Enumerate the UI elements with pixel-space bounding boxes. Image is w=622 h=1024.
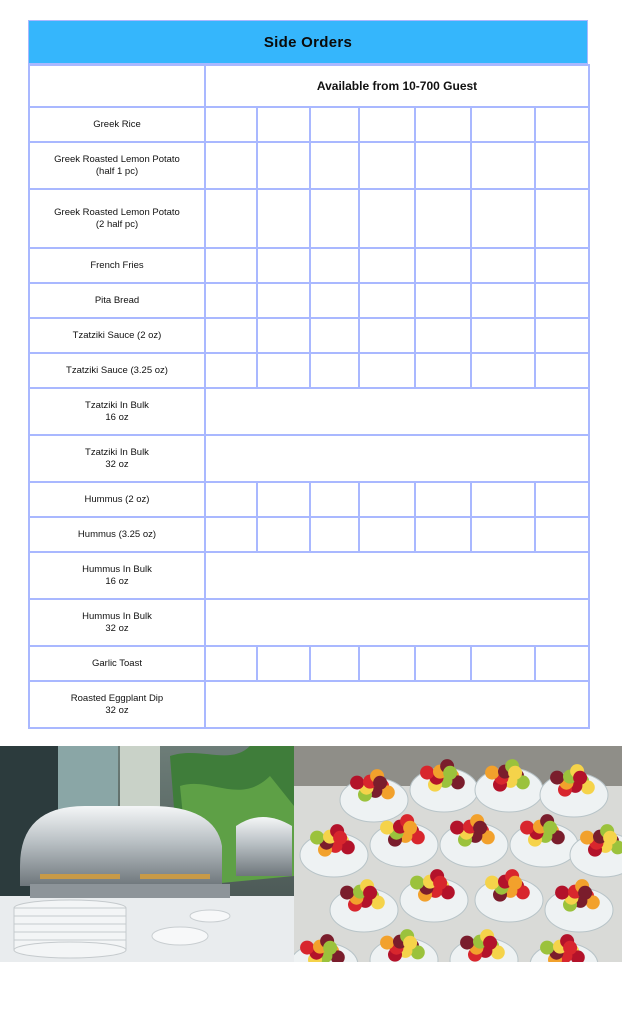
fruit-piece bbox=[483, 936, 497, 950]
item-label-line: 32 oz bbox=[105, 704, 129, 716]
table-row bbox=[29, 353, 589, 388]
item-label-line: Greek Rice bbox=[93, 118, 141, 130]
fruit-piece bbox=[485, 876, 499, 890]
table-row bbox=[29, 388, 589, 435]
merged-empty-cell bbox=[205, 388, 589, 435]
empty-cell bbox=[310, 283, 359, 318]
fruit-piece bbox=[350, 776, 364, 790]
empty-cell bbox=[257, 283, 310, 318]
empty-cell bbox=[205, 283, 257, 318]
fruit-piece bbox=[433, 876, 447, 890]
merged-empty-cell bbox=[205, 681, 589, 728]
empty-cell bbox=[359, 318, 415, 353]
empty-cell bbox=[205, 318, 257, 353]
empty-cell bbox=[257, 142, 310, 189]
empty-cell bbox=[535, 646, 589, 681]
merged-empty-cell bbox=[205, 599, 589, 646]
empty-cell bbox=[535, 482, 589, 517]
empty-cell bbox=[535, 107, 589, 142]
fruit-piece bbox=[555, 886, 569, 900]
fruit-piece bbox=[443, 766, 457, 780]
item-label-line: 16 oz bbox=[105, 411, 129, 423]
empty-cell bbox=[415, 318, 471, 353]
empty-cell bbox=[415, 482, 471, 517]
table-row bbox=[29, 318, 589, 353]
fruit-cups-photo bbox=[294, 746, 622, 962]
item-label-line: Tzatziki Sauce (3.25 oz) bbox=[66, 364, 168, 376]
empty-cell bbox=[535, 517, 589, 552]
item-label-line: Pita Bread bbox=[94, 294, 140, 306]
item-label bbox=[29, 318, 205, 353]
side-orders-sheet bbox=[28, 20, 588, 729]
item-label-line: Greek Roasted Lemon Potato bbox=[54, 206, 180, 218]
table-row bbox=[29, 107, 589, 142]
table-row bbox=[29, 681, 589, 728]
empty-cell bbox=[310, 482, 359, 517]
fruit-piece bbox=[543, 821, 557, 835]
item-label bbox=[29, 388, 205, 435]
empty-cell bbox=[257, 646, 310, 681]
item-label-line: Tzatziki Sauce (2 oz) bbox=[72, 329, 162, 341]
fruit-piece bbox=[460, 936, 474, 950]
item-label-line: Greek Roasted Lemon Potato bbox=[54, 153, 180, 165]
page-title: Side Orders bbox=[28, 20, 588, 64]
item-label-line: (half 1 pc) bbox=[95, 165, 139, 177]
fruit-piece bbox=[473, 821, 487, 835]
table-row bbox=[29, 248, 589, 283]
side-orders-table bbox=[28, 64, 590, 729]
empty-cell bbox=[257, 353, 310, 388]
item-label-line: 32 oz bbox=[105, 458, 129, 470]
merged-empty-cell bbox=[205, 435, 589, 482]
empty-cell bbox=[310, 248, 359, 283]
empty-cell bbox=[359, 142, 415, 189]
item-label-line: 32 oz bbox=[105, 622, 129, 634]
empty-cell bbox=[257, 107, 310, 142]
empty-cell bbox=[471, 353, 535, 388]
empty-cell bbox=[359, 107, 415, 142]
fruit-piece bbox=[563, 941, 577, 955]
empty-cell bbox=[359, 517, 415, 552]
table-row bbox=[29, 189, 589, 248]
empty-cell bbox=[471, 189, 535, 248]
fruit-piece bbox=[403, 936, 417, 950]
empty-cell bbox=[205, 248, 257, 283]
fruit-piece bbox=[340, 886, 354, 900]
fruit-piece bbox=[508, 876, 522, 890]
fruit-piece bbox=[410, 876, 424, 890]
fruit-piece bbox=[450, 821, 464, 835]
item-label bbox=[29, 283, 205, 318]
empty-cell bbox=[310, 142, 359, 189]
item-label bbox=[29, 646, 205, 681]
empty-cell bbox=[535, 189, 589, 248]
empty-cell bbox=[471, 107, 535, 142]
fruit-piece bbox=[520, 821, 534, 835]
empty-cell bbox=[471, 482, 535, 517]
empty-cell bbox=[471, 646, 535, 681]
empty-cell bbox=[310, 517, 359, 552]
empty-cell bbox=[415, 142, 471, 189]
empty-cell bbox=[257, 517, 310, 552]
empty-cell bbox=[359, 353, 415, 388]
fruit-piece bbox=[550, 771, 564, 785]
empty-cell bbox=[359, 248, 415, 283]
fruit-piece bbox=[578, 886, 592, 900]
item-label bbox=[29, 248, 205, 283]
empty-cell bbox=[415, 646, 471, 681]
table-row bbox=[29, 517, 589, 552]
item-label-line: Hummus In Bulk bbox=[82, 610, 152, 622]
fruit-piece bbox=[420, 766, 434, 780]
empty-cell bbox=[535, 283, 589, 318]
item-label-line: Garlic Toast bbox=[92, 657, 142, 669]
item-label-line: (2 half pc) bbox=[95, 218, 139, 230]
fruit-piece bbox=[380, 821, 394, 835]
empty-cell bbox=[359, 283, 415, 318]
item-label-line: Hummus (2 oz) bbox=[84, 493, 150, 505]
fruit-piece bbox=[373, 776, 387, 790]
empty-cell bbox=[310, 646, 359, 681]
item-label bbox=[29, 482, 205, 517]
empty-cell bbox=[205, 189, 257, 248]
item-label bbox=[29, 552, 205, 599]
empty-cell bbox=[471, 142, 535, 189]
empty-cell bbox=[471, 283, 535, 318]
item-label bbox=[29, 107, 205, 142]
empty-cell bbox=[257, 248, 310, 283]
empty-cell bbox=[310, 107, 359, 142]
fruit-piece bbox=[603, 831, 617, 845]
item-label-line: French Fries bbox=[90, 259, 144, 271]
empty-cell bbox=[257, 318, 310, 353]
item-label bbox=[29, 142, 205, 189]
empty-cell bbox=[415, 107, 471, 142]
fruit-piece bbox=[323, 941, 337, 955]
table-header-row bbox=[29, 65, 589, 107]
item-label-line: Tzatziki In Bulk bbox=[85, 446, 149, 458]
empty-cell bbox=[535, 248, 589, 283]
item-label bbox=[29, 681, 205, 728]
table-row bbox=[29, 646, 589, 681]
photo-strip bbox=[0, 746, 622, 962]
empty-cell bbox=[359, 482, 415, 517]
fruit-piece bbox=[580, 831, 594, 845]
empty-cell bbox=[471, 318, 535, 353]
buffet-chafing-dishes-photo bbox=[0, 746, 294, 962]
empty-cell bbox=[359, 189, 415, 248]
table-row bbox=[29, 552, 589, 599]
empty-cell bbox=[310, 189, 359, 248]
empty-cell bbox=[415, 189, 471, 248]
empty-cell bbox=[205, 353, 257, 388]
table-row bbox=[29, 435, 589, 482]
item-label-line: Hummus In Bulk bbox=[82, 563, 152, 575]
empty-cell bbox=[471, 248, 535, 283]
empty-cell bbox=[205, 646, 257, 681]
table-row bbox=[29, 599, 589, 646]
fruit-piece bbox=[403, 821, 417, 835]
fruit-piece bbox=[363, 886, 377, 900]
empty-cell bbox=[205, 107, 257, 142]
table-row bbox=[29, 283, 589, 318]
empty-cell bbox=[205, 517, 257, 552]
empty-cell bbox=[310, 353, 359, 388]
merged-empty-cell bbox=[205, 552, 589, 599]
empty-cell bbox=[415, 517, 471, 552]
empty-cell bbox=[310, 318, 359, 353]
empty-cell bbox=[359, 646, 415, 681]
fruit-piece bbox=[573, 771, 587, 785]
empty-cell bbox=[471, 517, 535, 552]
fruit-piece bbox=[300, 941, 314, 955]
item-label bbox=[29, 517, 205, 552]
fruit-piece bbox=[508, 766, 522, 780]
header-empty-cell bbox=[29, 65, 205, 107]
item-label-line: Tzatziki In Bulk bbox=[85, 399, 149, 411]
empty-cell bbox=[415, 283, 471, 318]
item-label-line: Hummus (3.25 oz) bbox=[77, 528, 157, 540]
empty-cell bbox=[257, 189, 310, 248]
fruit-piece bbox=[333, 831, 347, 845]
item-label bbox=[29, 353, 205, 388]
item-label-line: Roasted Eggplant Dip bbox=[70, 692, 164, 704]
empty-cell bbox=[535, 142, 589, 189]
item-label bbox=[29, 599, 205, 646]
empty-cell bbox=[257, 482, 310, 517]
fruit-piece bbox=[485, 766, 499, 780]
item-label bbox=[29, 435, 205, 482]
empty-cell bbox=[415, 248, 471, 283]
table-row bbox=[29, 142, 589, 189]
empty-cell bbox=[205, 142, 257, 189]
empty-cell bbox=[415, 353, 471, 388]
empty-cell bbox=[535, 353, 589, 388]
item-label-line: 16 oz bbox=[105, 575, 129, 587]
fruit-piece bbox=[310, 831, 324, 845]
fruit-piece bbox=[380, 936, 394, 950]
empty-cell bbox=[205, 482, 257, 517]
fruit-piece bbox=[540, 941, 554, 955]
empty-cell bbox=[535, 318, 589, 353]
item-label bbox=[29, 189, 205, 248]
availability-label: Available from 10-700 Guest bbox=[205, 65, 589, 107]
table-row bbox=[29, 482, 589, 517]
